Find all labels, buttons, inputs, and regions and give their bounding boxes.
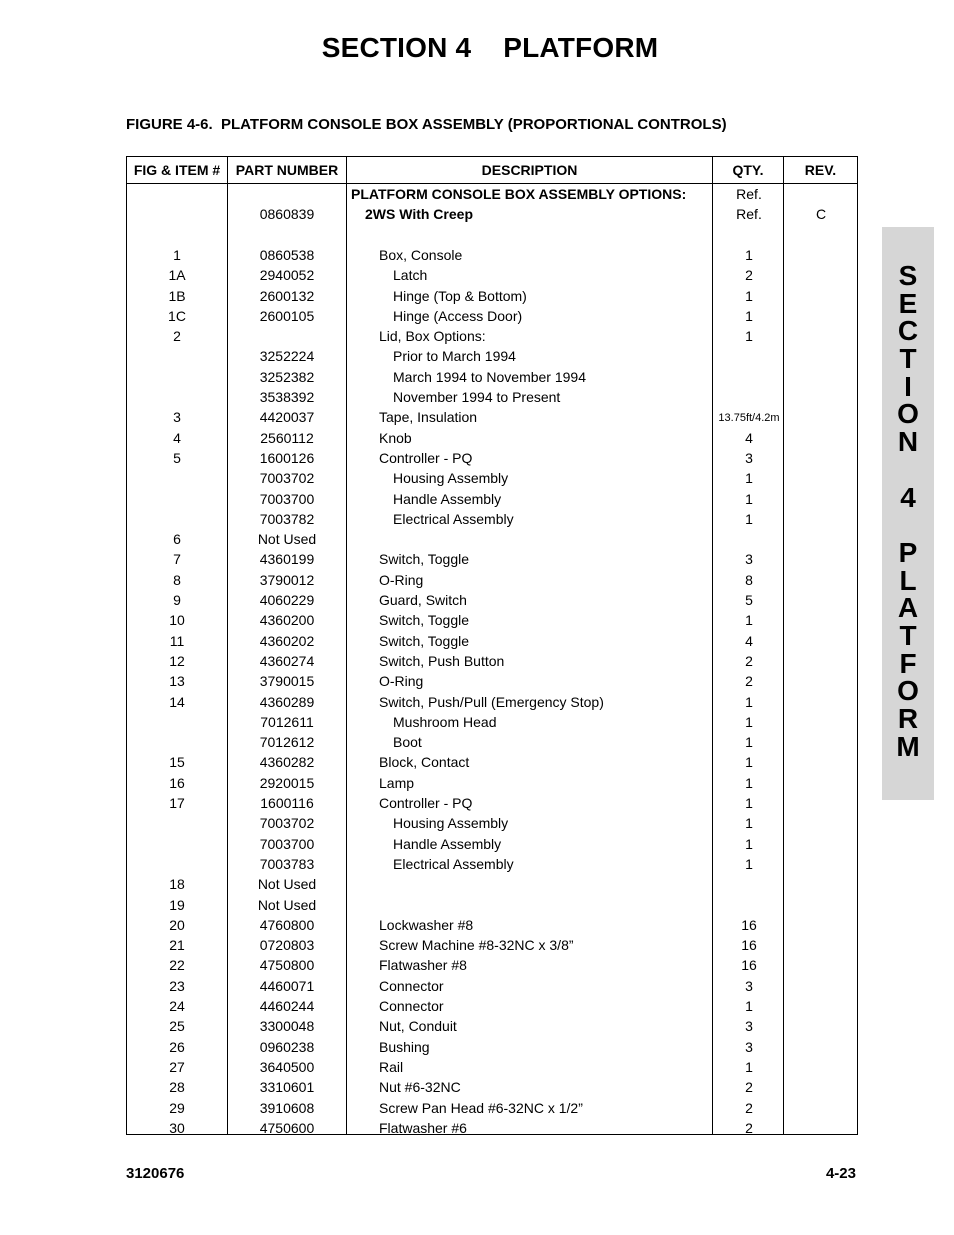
cell-qty: 3: [745, 1018, 753, 1035]
cell-qty: 1: [745, 612, 753, 629]
cell-qty: 1: [745, 774, 753, 791]
cell-qty: 1: [745, 795, 753, 811]
cell-fig-item: 1B: [168, 287, 186, 304]
side-tab-letter: A: [897, 592, 919, 624]
table-row: [127, 491, 857, 511]
table-row: [127, 775, 857, 795]
table-row: [127, 1018, 857, 1038]
cell-part-number: 2600105: [259, 307, 315, 324]
cell-fig-item: 5: [173, 449, 181, 466]
cell-qty: 16: [741, 957, 757, 974]
table-row: [127, 348, 857, 368]
cell-fig-item: 1A: [168, 267, 186, 284]
side-tab-letter: T: [899, 343, 917, 375]
cell-description: Flatwasher #8: [379, 957, 467, 974]
table-row: [127, 633, 857, 653]
cell-part-number: Not Used: [257, 896, 317, 913]
table-row: [127, 551, 857, 571]
cell-description: Switch, Toggle: [379, 551, 470, 568]
cell-description: Handle Assembly: [393, 835, 502, 852]
cell-description: Handle Assembly: [393, 490, 502, 507]
cell-fig-item: 21: [169, 937, 185, 954]
cell-description: Guard, Switch: [379, 592, 467, 608]
table-row: [127, 1039, 857, 1059]
cell-part-number: 3252224: [259, 348, 315, 365]
cell-description: Hinge (Access Door): [393, 307, 523, 324]
cell-qty: 8: [745, 571, 753, 588]
header-description: DESCRIPTION: [481, 162, 578, 178]
cell-description: Prior to March 1994: [393, 348, 516, 365]
cell-part-number: Not Used: [257, 876, 317, 893]
cell-description: Screw Machine #8-32NC x 3/8”: [379, 937, 574, 954]
cell-fig-item: 13: [169, 673, 185, 690]
cell-part-number: 4360202: [259, 632, 315, 649]
cell-part-number: 3790012: [259, 571, 315, 588]
side-tab-letter: C: [897, 315, 919, 347]
cell-qty: 1: [745, 998, 753, 1014]
table-row: [127, 937, 857, 957]
side-tab-letter: O: [897, 398, 919, 430]
table-row: [127, 206, 857, 226]
cell-part-number: 3252382: [259, 368, 315, 385]
cell-fig-item: 24: [169, 998, 185, 1014]
cell-part-number: 7012611: [260, 713, 314, 730]
cell-fig-item: 11: [169, 632, 185, 649]
cell-qty: 1: [745, 693, 753, 710]
table-row: [127, 897, 857, 917]
cell-description: November 1994 to Present: [393, 389, 561, 405]
cell-part-number: 4750600: [259, 1119, 315, 1136]
cell-qty: 2: [745, 652, 753, 669]
cell-part-number: 4750800: [259, 957, 315, 974]
cell-description: Switch, Toggle: [379, 632, 470, 649]
cell-fig-item: 18: [169, 876, 185, 893]
side-tab-letter: [882, 511, 934, 539]
table-row: [127, 186, 857, 206]
cell-part-number: 4060229: [259, 592, 315, 608]
table-row: [127, 1059, 857, 1079]
header-divider: [127, 183, 857, 184]
cell-part-number: 3300048: [259, 1018, 315, 1035]
cell-qty: 13.75ft/4.2m: [718, 412, 780, 425]
cell-fig-item: 2: [173, 328, 181, 345]
cell-qty: 3: [745, 449, 753, 466]
side-tab-letter: M: [896, 730, 920, 762]
cell-fig-item: 23: [169, 977, 185, 994]
cell-fig-item: 19: [169, 896, 185, 913]
cell-part-number: 2600132: [259, 287, 315, 304]
side-tab-letter: P: [898, 536, 918, 568]
side-tab-letter: F: [899, 647, 917, 679]
table-row: [127, 836, 857, 856]
table-row: [127, 815, 857, 835]
cell-part-number: 7003702: [259, 815, 315, 832]
side-tab-letter: E: [898, 287, 918, 319]
cell-fig-item: 26: [169, 1038, 185, 1055]
page-number: 4-23: [825, 1165, 856, 1182]
cell-description: 2WS With Creep: [365, 206, 473, 223]
cell-part-number: 2920015: [259, 774, 315, 791]
header-fig-item: FIG & ITEM #: [133, 162, 221, 178]
table-row: [127, 856, 857, 876]
cell-part-number: 7003702: [259, 470, 315, 487]
cell-qty: 2: [745, 1079, 753, 1096]
cell-description: Mushroom Head: [393, 713, 497, 730]
cell-description: Switch, Push/Pull (Emergency Stop): [379, 693, 604, 710]
table-row: [127, 957, 857, 977]
cell-part-number: 4360289: [259, 693, 315, 710]
table-row: [127, 1120, 857, 1140]
cell-fig-item: 1: [173, 246, 181, 263]
cell-part-number: 7012612: [259, 734, 315, 751]
cell-fig-item: 14: [169, 693, 185, 710]
cell-qty: 1: [745, 855, 753, 872]
cell-qty: 1: [745, 754, 753, 771]
cell-qty: 2: [745, 673, 753, 690]
table-row: [127, 694, 857, 714]
cell-description: Block, Contact: [379, 754, 470, 771]
cell-fig-item: 16: [169, 774, 185, 791]
cell-part-number: 7003700: [259, 835, 315, 852]
table-row: [127, 369, 857, 389]
cell-fig-item: 7: [173, 551, 181, 568]
side-tab-letter: T: [899, 619, 917, 651]
cell-fig-item: 28: [169, 1079, 185, 1096]
cell-part-number: 4420037: [259, 409, 315, 426]
table-row: [127, 998, 857, 1018]
cell-part-number: 2560112: [260, 429, 314, 446]
cell-fig-item: 12: [169, 652, 185, 669]
table-row: [127, 917, 857, 937]
header-rev: REV.: [804, 162, 837, 178]
table-row: [127, 470, 857, 490]
cell-qty: 3: [745, 551, 753, 568]
table-row: [127, 734, 857, 754]
table-row: [127, 308, 857, 328]
cell-qty: 3: [745, 977, 753, 994]
table-row: [127, 612, 857, 632]
cell-part-number: 7003783: [259, 855, 315, 872]
cell-qty: 5: [745, 592, 753, 608]
cell-part-number: 1600116: [260, 795, 314, 811]
cell-fig-item: 20: [169, 916, 185, 933]
table-row: [127, 430, 857, 450]
table-row: [127, 754, 857, 774]
section-side-tab: [882, 227, 934, 800]
cell-description: Housing Assembly: [393, 470, 509, 487]
cell-qty: Ref.: [736, 186, 762, 202]
cell-description: Hinge (Top & Bottom): [393, 287, 527, 304]
section-title: SECTION 4 PLATFORM: [321, 32, 659, 63]
table-row: [127, 714, 857, 734]
cell-part-number: 3790015: [259, 673, 315, 690]
cell-description: Connector: [379, 977, 444, 994]
cell-qty: 1: [745, 328, 753, 345]
cell-qty: 4: [745, 632, 753, 649]
cell-part-number: 3538392: [259, 389, 315, 405]
table-row: [127, 328, 857, 348]
table-row: [127, 227, 857, 247]
table-row: [127, 389, 857, 409]
cell-description: Nut #6-32NC: [379, 1079, 461, 1096]
cell-description: Lid, Box Options:: [379, 328, 486, 345]
cell-description: Box, Console: [379, 246, 463, 263]
header-qty: QTY.: [732, 162, 764, 178]
cell-qty: 4: [745, 429, 753, 446]
cell-description: Lockwasher #8: [379, 916, 474, 933]
cell-part-number: Not Used: [257, 531, 317, 548]
table-row: [127, 795, 857, 815]
cell-qty: 1: [745, 510, 753, 527]
cell-part-number: 2940052: [259, 267, 315, 284]
table-row: [127, 288, 857, 308]
cell-fig-item: 17: [169, 795, 185, 811]
cell-part-number: 0860839: [259, 206, 315, 223]
cell-part-number: 0960238: [259, 1038, 315, 1055]
cell-part-number: 0860538: [259, 246, 315, 263]
side-tab-letter: [882, 456, 934, 484]
cell-qty: 3: [745, 1038, 753, 1055]
cell-description: Controller - PQ: [379, 449, 473, 466]
side-tab-letter: O: [897, 675, 919, 707]
cell-qty: 16: [741, 916, 757, 933]
cell-qty: Ref.: [736, 206, 762, 223]
cell-part-number: 4360274: [259, 652, 315, 669]
table-row: [127, 653, 857, 673]
table-row: [127, 1100, 857, 1120]
header-part-number: PART NUMBER: [235, 162, 339, 178]
cell-qty: 1: [745, 835, 753, 852]
cell-fig-item: 1C: [168, 307, 186, 324]
document-number: 3120676: [126, 1165, 185, 1182]
cell-part-number: 4760800: [259, 916, 315, 933]
parts-table: [126, 156, 858, 1135]
cell-qty: 1: [745, 287, 753, 304]
cell-fig-item: 15: [169, 754, 185, 771]
cell-part-number: 3640500: [259, 1058, 315, 1075]
cell-part-number: 4460244: [259, 998, 315, 1014]
cell-part-number: 4360282: [259, 754, 315, 771]
cell-description: O-Ring: [379, 571, 424, 588]
cell-fig-item: 22: [169, 957, 185, 974]
table-row: [127, 409, 857, 429]
cell-fig-item: 9: [173, 592, 181, 608]
table-row: [127, 673, 857, 693]
cell-description: Electrical Assembly: [393, 510, 514, 527]
cell-description: Boot: [393, 734, 422, 751]
cell-fig-item: 30: [169, 1119, 185, 1136]
cell-description: Tape, Insulation: [379, 409, 478, 426]
cell-part-number: 4360199: [259, 551, 315, 568]
cell-description: Connector: [379, 998, 444, 1014]
cell-description: Flatwasher #6: [379, 1119, 467, 1136]
cell-fig-item: 10: [169, 612, 185, 629]
cell-part-number: 7003782: [259, 510, 315, 527]
cell-part-number: 0720803: [259, 937, 315, 954]
cell-qty: 2: [745, 1099, 753, 1116]
cell-qty: 1: [745, 1058, 753, 1075]
cell-description: Electrical Assembly: [393, 855, 514, 872]
side-tab-letter: N: [897, 426, 919, 458]
table-row: [127, 531, 857, 551]
cell-part-number: 1600126: [259, 449, 315, 466]
cell-part-number: 3910608: [259, 1099, 315, 1116]
cell-qty: 2: [745, 267, 753, 284]
cell-qty: 1: [745, 470, 753, 487]
cell-fig-item: 25: [169, 1018, 185, 1035]
cell-rev: C: [815, 206, 827, 223]
cell-qty: 1: [745, 815, 753, 832]
side-tab-letter: S: [898, 260, 918, 291]
cell-qty: 1: [745, 490, 753, 507]
cell-qty: 1: [745, 734, 753, 751]
cell-part-number: 4360200: [259, 612, 315, 629]
cell-description: Lamp: [379, 774, 415, 791]
cell-description: Screw Pan Head #6-32NC x 1/2”: [379, 1099, 583, 1116]
cell-description: Controller - PQ: [379, 795, 473, 811]
cell-qty: 1: [745, 307, 753, 324]
cell-fig-item: 29: [169, 1099, 185, 1116]
cell-part-number: 4460071: [259, 977, 315, 994]
cell-description: PLATFORM CONSOLE BOX ASSEMBLY OPTIONS:: [351, 186, 687, 202]
side-tab-letter: I: [904, 370, 912, 402]
cell-description: March 1994 to November 1994: [393, 368, 586, 385]
cell-description: Housing Assembly: [393, 815, 509, 832]
table-row: [127, 572, 857, 592]
cell-description: Switch, Toggle: [379, 612, 470, 629]
cell-description: Latch: [393, 267, 428, 284]
cell-part-number: 3310601: [259, 1079, 315, 1096]
table-row: [127, 876, 857, 896]
cell-qty: 2: [745, 1119, 753, 1136]
table-row: [127, 1079, 857, 1099]
cell-part-number: 7003700: [259, 490, 315, 507]
cell-qty: 16: [741, 937, 757, 954]
side-tab-letter: 4: [900, 481, 916, 513]
table-row: [127, 511, 857, 531]
table-row: [127, 592, 857, 612]
cell-fig-item: 6: [173, 531, 181, 548]
cell-qty: 1: [745, 246, 753, 263]
side-tab-letters: [882, 262, 934, 760]
cell-description: Switch, Push Button: [379, 652, 505, 669]
table-row: [127, 978, 857, 998]
table-row: [127, 247, 857, 267]
cell-description: O-Ring: [379, 673, 424, 690]
cell-description: Knob: [379, 429, 412, 446]
table-row: [127, 450, 857, 470]
cell-qty: 1: [745, 713, 753, 730]
cell-description: Nut, Conduit: [379, 1018, 457, 1035]
table-row: [127, 267, 857, 287]
cell-fig-item: 27: [169, 1058, 185, 1075]
cell-fig-item: 4: [173, 429, 181, 446]
side-tab-letter: R: [897, 703, 919, 734]
cell-description: Rail: [379, 1058, 404, 1075]
cell-fig-item: 3: [173, 409, 181, 426]
cell-description: Bushing: [379, 1038, 430, 1055]
side-tab-letter: L: [899, 564, 917, 596]
cell-fig-item: 8: [173, 571, 181, 588]
figure-title: FIGURE 4-6. PLATFORM CONSOLE BOX ASSEMBLY (PROPORTIONAL CONTROLS): [126, 116, 727, 133]
